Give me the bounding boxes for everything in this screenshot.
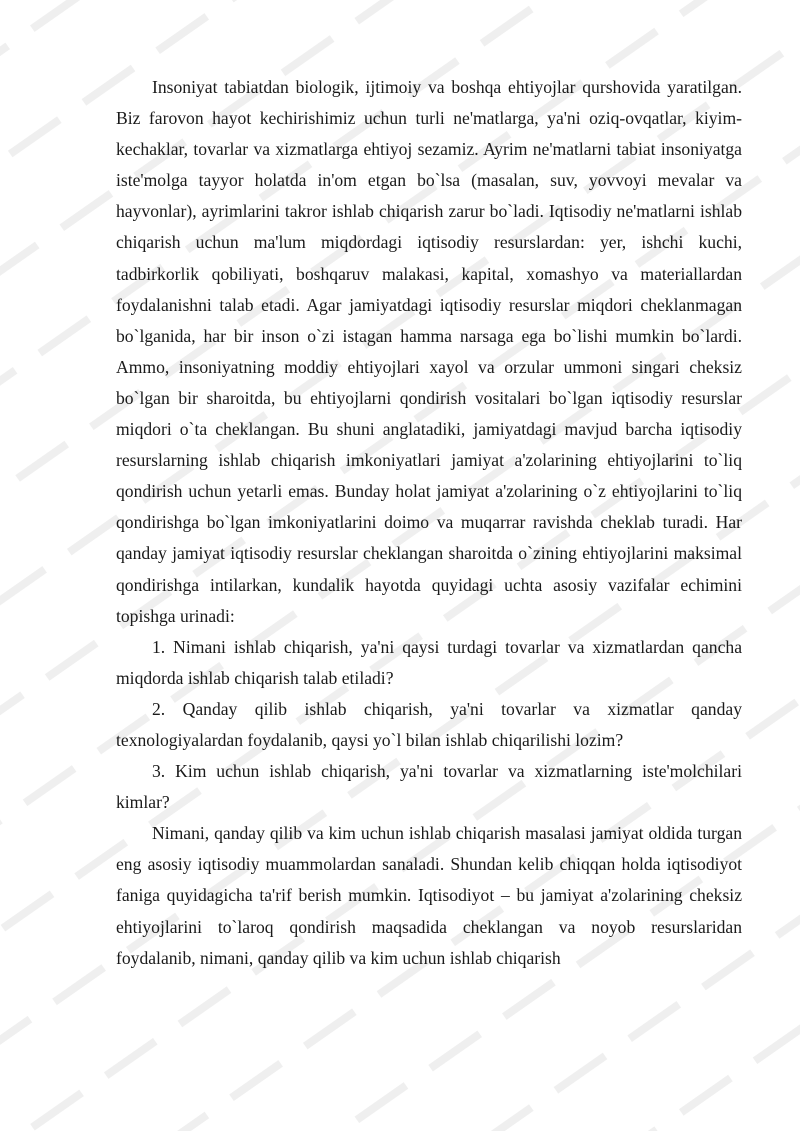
document-body — [116, 72, 742, 974]
paragraph-definition: Nimani, qanday qilib va kim uchun ishlab chiqarish masalasi jamiyat oldida turgan eng asosiy iqtisodiy muammolardan sanaladi. Shundan kelib chiqqan holda iqtisodiyot faniga quyidagicha ta'rif berish mumkin. Iqtisodiyot – bu jamiyat a'zolarining cheksiz ehtiyojlarini to`laroq qondirish maqsadida cheklangan va noyob resurslaridan foydalanib, nimani, qanday qilib va kim uchun ishlab chiqarish — [116, 823, 742, 968]
paragraph-intro: Insoniyat tabiatdan biologik, ijtimoiy va boshqa ehtiyojlar qurshovida yaratilgan. Biz farovon hayot kechirishimiz uchun turli ne'matlarga, ya'ni oziq-ovqatlar, kiyim-kechaklar, tovarlar va xizmatlarga ehtiyoj sezamiz. Ayrim ne'matlarni tabiat insoniyatga iste'molga tayyor holatda in'om etgan bo`lsa (masalan, suv, yovvoyi mevalar va hayvonlar), ayrimlarini takror ishlab chiqarish zarur bo`ladi. Iqtisodiy ne'matlarni ishlab chiqarish uchun ma'lum miqdordagi iqtisodiy resurslardan: yer, ishchi kuchi, tadbirkorlik qobiliyati, boshqaruv malakasi, kapital, xomashyo va materiallardan foydalanishni talab etadi. Agar jamiyatdagi iqtisodiy resurslar miqdori cheklanmagan bo`lganida, har bir inson o`zi istagan hamma narsaga ega bo`lishi mumkin bo`lardi. Ammo, insoniyatning moddiy ehtiyojlari xayol va orzular ummoni singari cheksiz bo`lgan bir sharoitda, bu ehtiyojlarni qondirish vositalari bo`lgan iqtisodiy resurslar miqdori o`ta cheklangan. Bu shuni anglatadiki, jamiyatdagi mavjud barcha iqtisodiy resurslarning ishlab chiqarish imkoniyatlari jamiyat a'zolarining ehtiyojlarini to`liq qondirish uchun yetarli emas. Bunday holat jamiyat a'zolarining o`z ehtiyojlarini to`liq qondirishga bo`lgan imkoniyatlarini doimo va muqarrar ravishda cheklab turadi. Har qanday jamiyat iqtisodiy resurslar cheklangan sharoitda o`zining ehtiyojlarini maksimal qondirishga intilarkan, kundalik hayotda quyidagi uchta asosiy vazifalar echimini topishga urinadi: — [116, 77, 742, 626]
list-item-what: 1. Nimani ishlab chiqarish, ya'ni qaysi turdagi tovarlar va xizmatlardan qancha miqdorda ishlab chiqarish talab etiladi? — [116, 636, 742, 688]
list-item-how: 2. Qanday qilib ishlab chiqarish, ya'ni tovarlar va xizmatlar qanday texnologiyalardan foydalanib, qaysi yo`l bilan ishlab chiqarilishi lozim? — [116, 698, 742, 750]
list-item-for-whom: 3. Kim uchun ishlab chiqarish, ya'ni tovarlar va xizmatlarning iste'molchilari kimlar? — [116, 761, 742, 813]
